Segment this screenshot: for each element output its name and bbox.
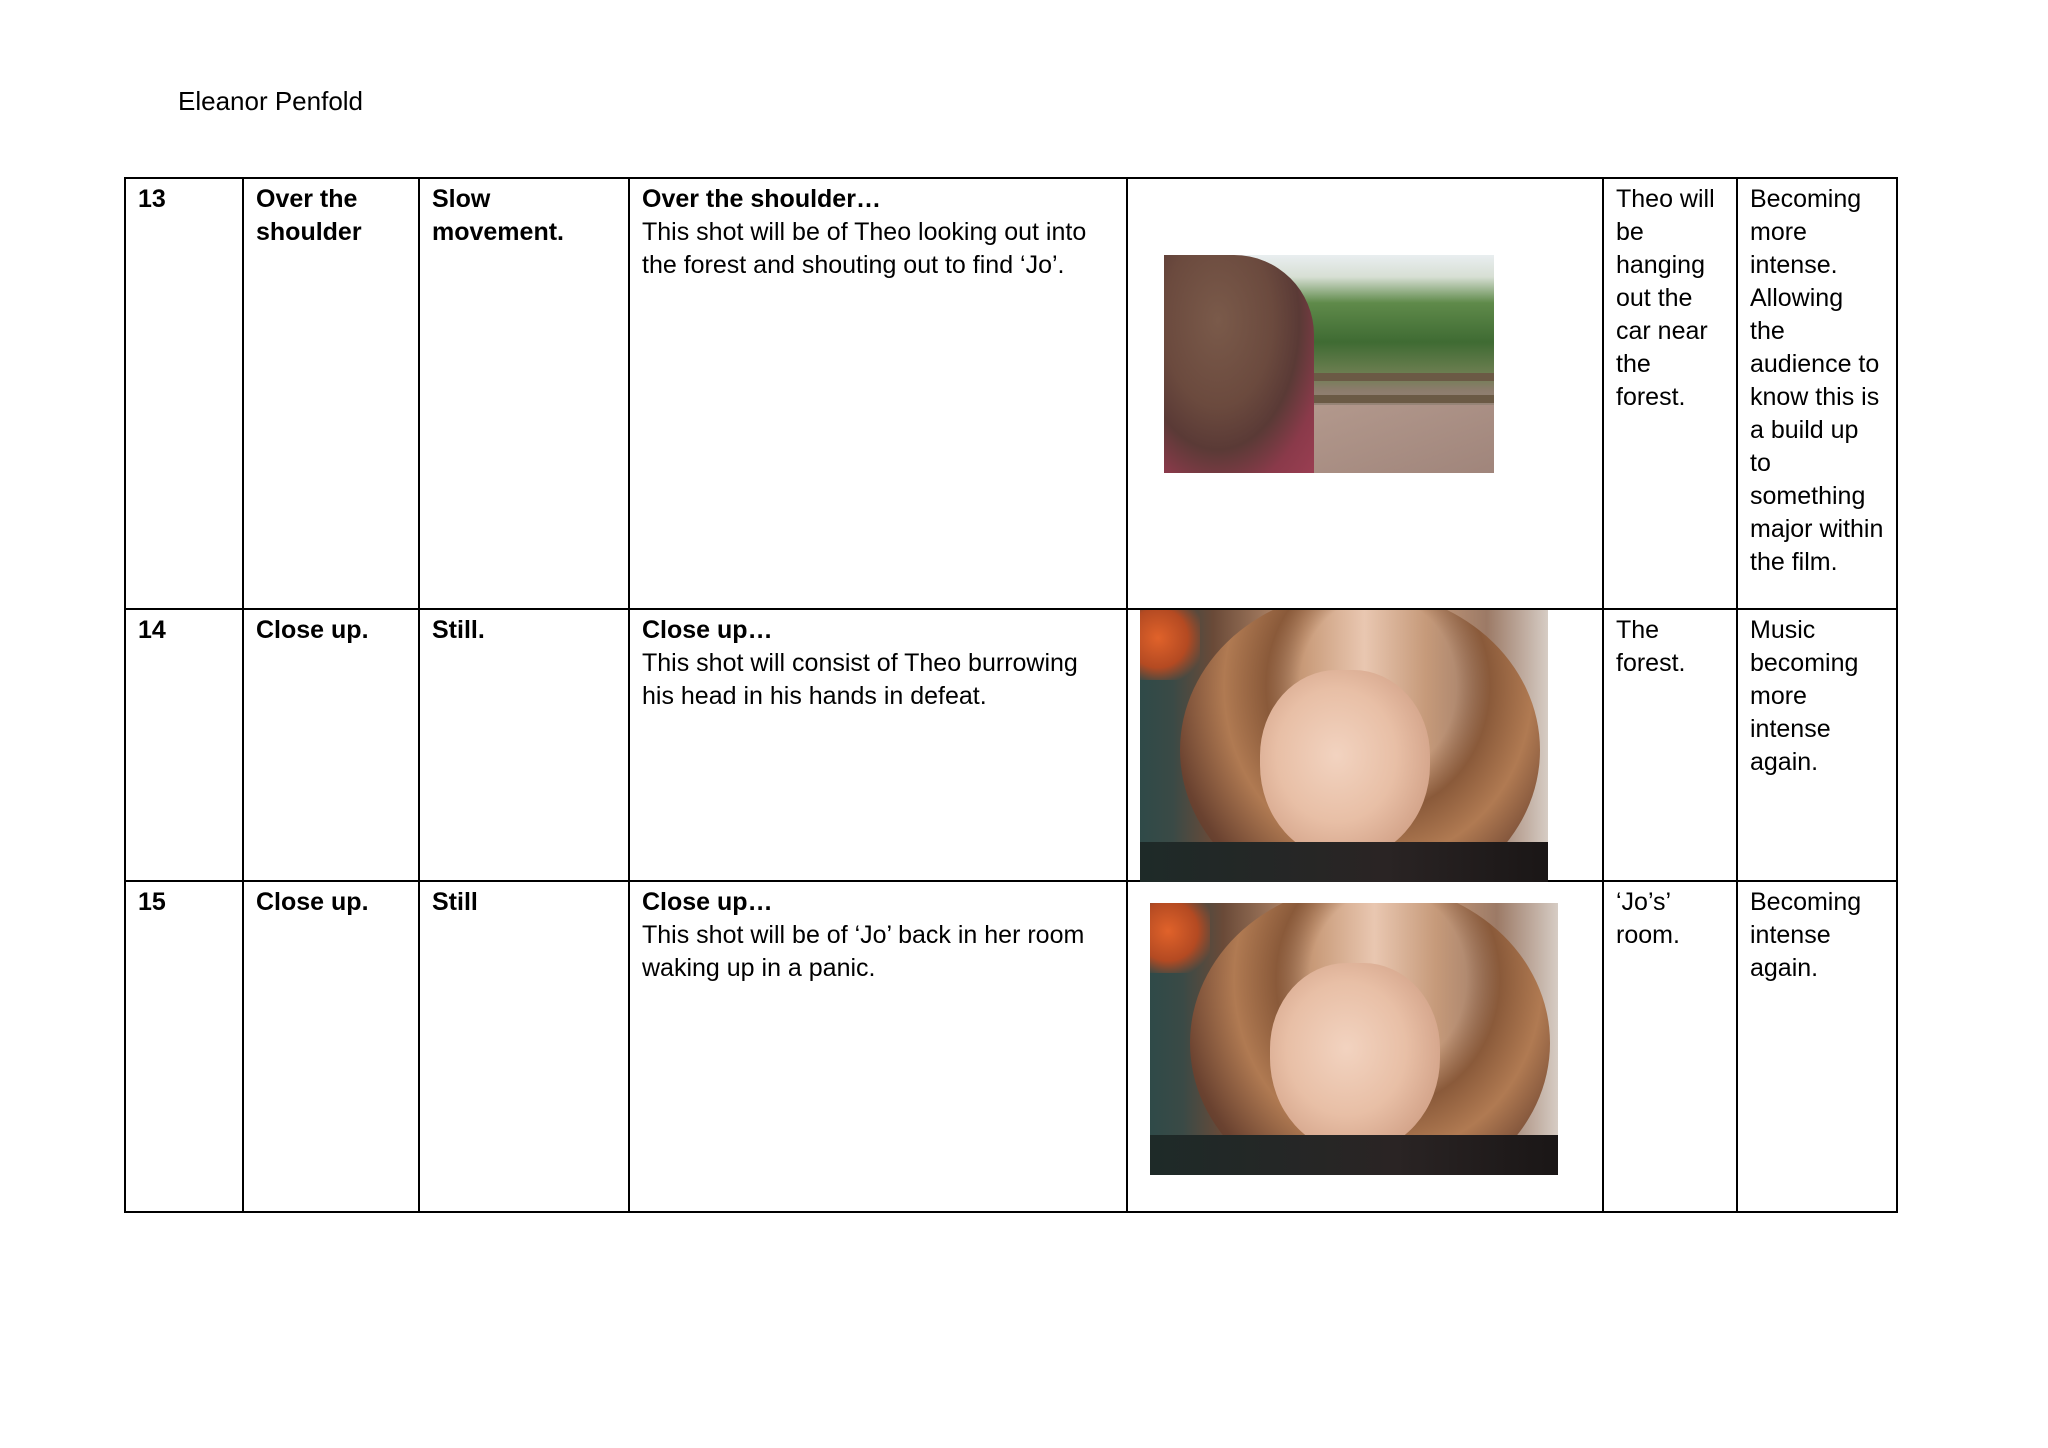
description-text: This shot will consist of Theo burrowing his head in his hands in defeat. — [642, 649, 1078, 710]
shot-location: Theo will be hanging out the car near the forest. — [1603, 178, 1737, 609]
camera-movement: Still. — [419, 609, 629, 881]
description-text: This shot will be of ‘Jo’ back in her room waking up in a panic. — [642, 921, 1085, 982]
shot-sound: Becoming intense again. — [1737, 881, 1897, 1212]
description-text: This shot will be of Theo looking out into the forest and shouting out to find ‘Jo’. — [642, 218, 1087, 279]
shot-number: 15 — [125, 881, 243, 1212]
shot-image-cell — [1127, 609, 1603, 881]
description-heading: Close up… — [642, 888, 773, 916]
shot-type: Close up. — [243, 881, 419, 1212]
description-heading: Close up… — [642, 616, 773, 644]
camera-movement: Still — [419, 881, 629, 1212]
over-the-shoulder-photo — [1164, 255, 1494, 473]
description-heading: Over the shoulder… — [642, 185, 881, 213]
close-up-photo — [1140, 610, 1548, 882]
shot-type: Over the shoulder — [243, 178, 419, 609]
close-up-photo — [1150, 903, 1558, 1175]
shot-sound: Becoming more intense. Allowing the audience to know this is a build up to something major within the film. — [1737, 178, 1897, 609]
shot-location: The forest. — [1603, 609, 1737, 881]
storyboard-table — [124, 177, 1898, 1213]
camera-movement: Slow movement. — [419, 178, 629, 609]
shot-number: 14 — [125, 609, 243, 881]
shot-description — [629, 881, 1127, 1212]
shot-number: 13 — [125, 178, 243, 609]
shot-type: Close up. — [243, 609, 419, 881]
shot-location: ‘Jo’s’ room. — [1603, 881, 1737, 1212]
table-row — [125, 178, 1897, 609]
author-name: Eleanor Penfold — [178, 86, 364, 116]
table-row — [125, 881, 1897, 1212]
shot-description — [629, 609, 1127, 881]
shot-description — [629, 178, 1127, 609]
shot-sound: Music becoming more intense again. — [1737, 609, 1897, 881]
shot-image-cell — [1127, 178, 1603, 609]
table-row — [125, 609, 1897, 881]
shot-image-cell — [1127, 881, 1603, 1212]
